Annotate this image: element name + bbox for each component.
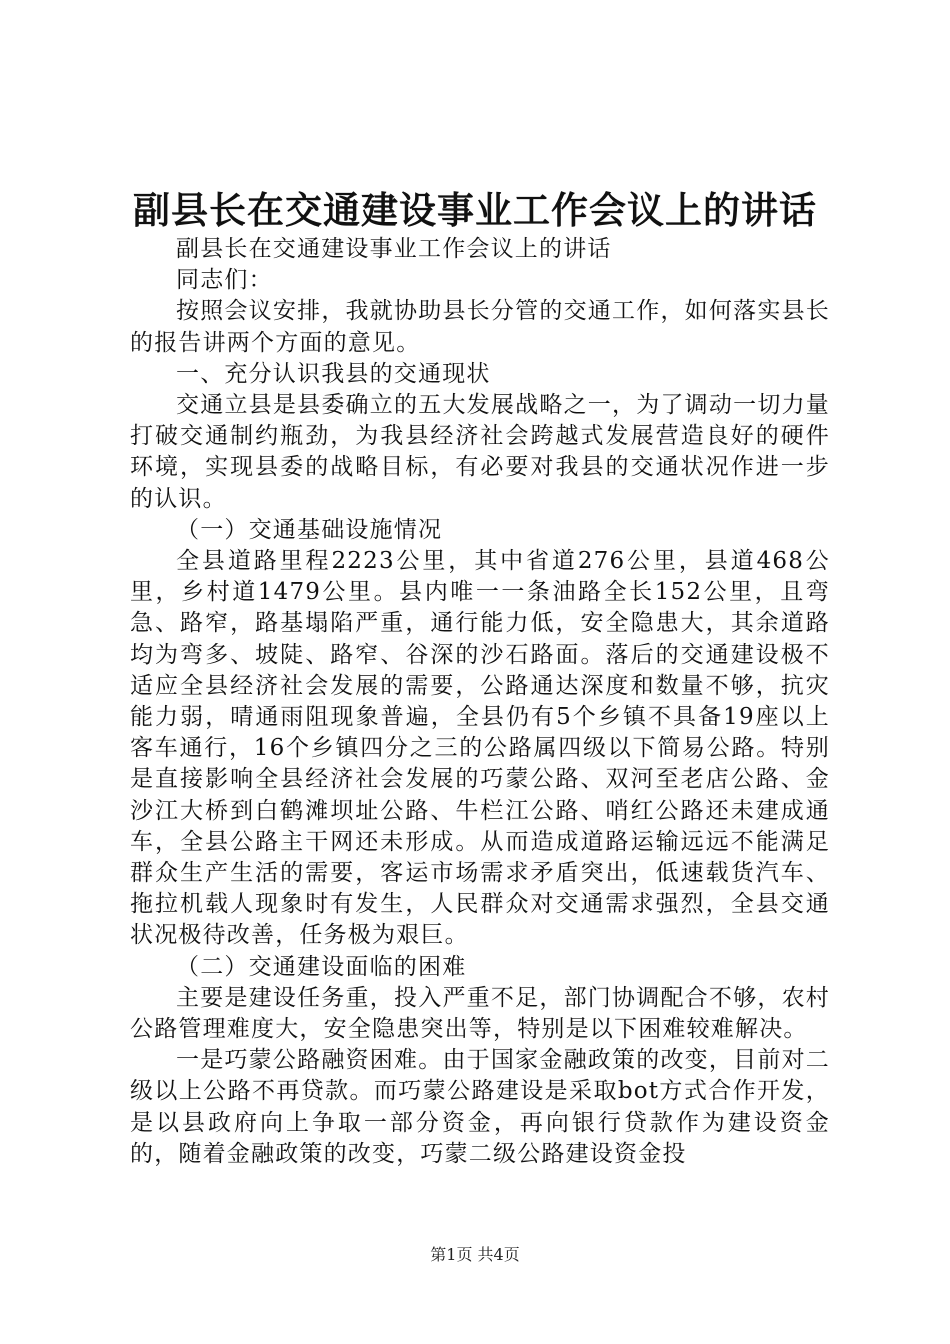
page-footer: 第1页 共4页: [430, 1245, 520, 1264]
paragraph-subtitle: 副县长在交通建设事业工作会议上的讲话: [176, 236, 612, 262]
subsection-heading-2: （二）交通建设面临的困难: [176, 953, 467, 980]
paragraph-strategy: 交通立县是县委确立的五大发展战略之一，为了调动一切力量打破交通制约瓶劲，为我县经济社会跨越式发展营造良好的硬件环境，实现县委的战略目标，有必要对我县的交通状况作进一步的认识。: [130, 392, 830, 512]
paragraph-infrastructure: 全县道路里程2223公里，其中省道276公里，县道468公里，乡村道1479公里。县内唯一一条油路全长152公里，且弯急、路窄，路基塌陷严重，通行能力低，安全隐患大，其余道路均为弯多、坡陡、路窄、谷深的沙石路面。落后的交通建设极不适应全县经济社会发展的需要，公路通达深度和数量不够，抗灾能力弱，晴通雨阻现象普遍，全县仍有5个乡镇不具备19座以上客车通行，16个乡镇四分之三的公路属四级以下简易公路。特别是直接影响全县经济社会发展的巧蒙公路、双河至老店公路、金沙江大桥到白鹤滩坝址公路、牛栏江公路、哨红公路还未建成通车，全县公路主干网还未形成。从而造成道路运输远远不能满足群众生产生活的需要，客运市场需求矛盾突出，低速载货汽车、拖拉机载人现象时有发生，人民群众对交通需求强烈，全县交通状况极待改善，任务极为艰巨。: [130, 548, 830, 949]
subsection-heading-1: （一）交通基础设施情况: [176, 516, 443, 543]
paragraph-financing: 一是巧蒙公路融资困难。由于国家金融政策的改变，目前对二级以上公路不再贷款。而巧蒙公路建设是采取bot方式合作开发，是以县政府向上争取一部分资金，再向银行贷款作为建设资金的，随着金融政策的改变，巧蒙二级公路建设资金投: [130, 1047, 830, 1167]
paragraph-difficulties: 主要是建设任务重，投入严重不足，部门协调配合不够，农村公路管理难度大，安全隐患突出等，特别是以下困难较难解决。: [130, 984, 830, 1043]
paragraph-salutation: 同志们：: [176, 267, 273, 294]
section-heading-1: 一、充分认识我县的交通现状: [176, 360, 491, 387]
document-title: 副县长在交通建设事业工作会议上的讲话: [133, 188, 817, 232]
paragraph-intro: 按照会议安排，我就协助县长分管的交通工作，如何落实县长的报告讲两个方面的意见。: [130, 298, 830, 356]
document-body: [130, 234, 830, 1170]
